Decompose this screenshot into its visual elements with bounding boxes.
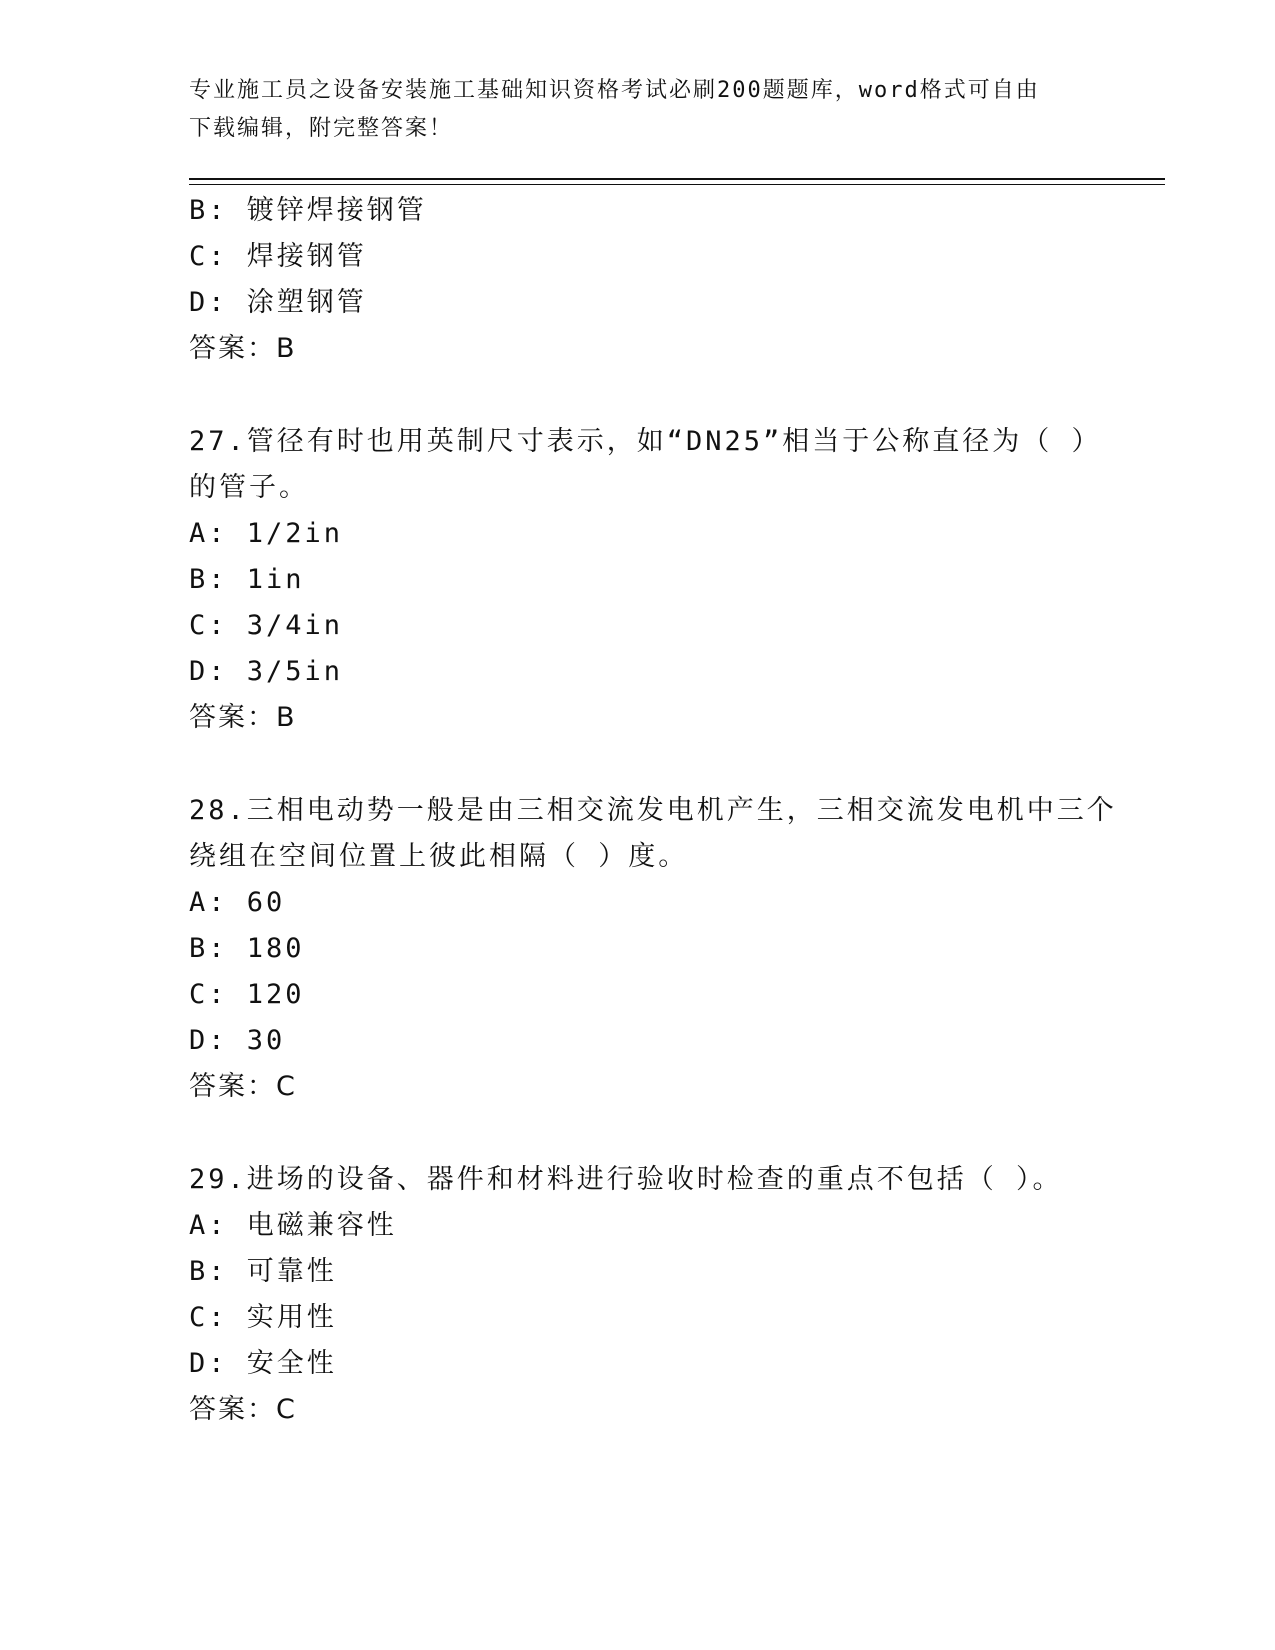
option-d: D: 30 bbox=[189, 1025, 286, 1056]
header-title-line-1: 专业施工员之设备安装施工基础知识资格考试必刷200题题库，word格式可自由 bbox=[189, 78, 1040, 103]
option-b: B: 可靠性 bbox=[189, 1256, 337, 1287]
header-title-line-2: 下载编辑，附完整答案！ bbox=[189, 116, 454, 141]
option-d: D: 安全性 bbox=[189, 1348, 337, 1379]
question-text-line-1: 27.管径有时也用英制尺寸表示，如“DN25”相当于公称直径为（ ） bbox=[189, 426, 1102, 457]
question-28 bbox=[189, 788, 1117, 1110]
question-text-line-2: 绕组在空间位置上彼此相隔（ ）度。 bbox=[189, 841, 689, 872]
question-29 bbox=[189, 1157, 1089, 1433]
header-divider-thin bbox=[189, 184, 1165, 185]
option-d: D: 3/5in bbox=[189, 656, 344, 687]
option-d: D: 涂塑钢管 bbox=[189, 287, 367, 318]
option-a: A: 60 bbox=[189, 887, 286, 918]
option-c: C: 实用性 bbox=[189, 1302, 337, 1333]
answer-line: 答案：C bbox=[189, 1071, 297, 1102]
document-header bbox=[189, 72, 1089, 148]
question-27 bbox=[189, 419, 1102, 741]
option-c: C: 3/4in bbox=[189, 610, 344, 641]
question-list bbox=[189, 188, 1117, 1433]
question-text-line-2: 的管子。 bbox=[189, 472, 309, 503]
option-c: C: 120 bbox=[189, 979, 305, 1010]
option-b: B: 1in bbox=[189, 564, 305, 595]
option-a: A: 电磁兼容性 bbox=[189, 1210, 397, 1241]
question-text-line-1: 29.进场的设备、器件和材料进行验收时检查的重点不包括（ ）。 bbox=[189, 1164, 1063, 1195]
option-b: B: 镀锌焊接钢管 bbox=[189, 195, 427, 226]
answer-line: 答案：C bbox=[189, 1394, 297, 1425]
option-b: B: 180 bbox=[189, 933, 305, 964]
question-26-continued bbox=[189, 188, 1089, 372]
question-text-line-1: 28.三相电动势一般是由三相交流发电机产生，三相交流发电机中三个 bbox=[189, 795, 1117, 826]
header-divider-thick bbox=[189, 178, 1165, 180]
answer-line: 答案：B bbox=[189, 702, 297, 733]
option-c: C: 焊接钢管 bbox=[189, 241, 367, 272]
answer-line: 答案：B bbox=[189, 333, 297, 364]
option-a: A: 1/2in bbox=[189, 518, 344, 549]
